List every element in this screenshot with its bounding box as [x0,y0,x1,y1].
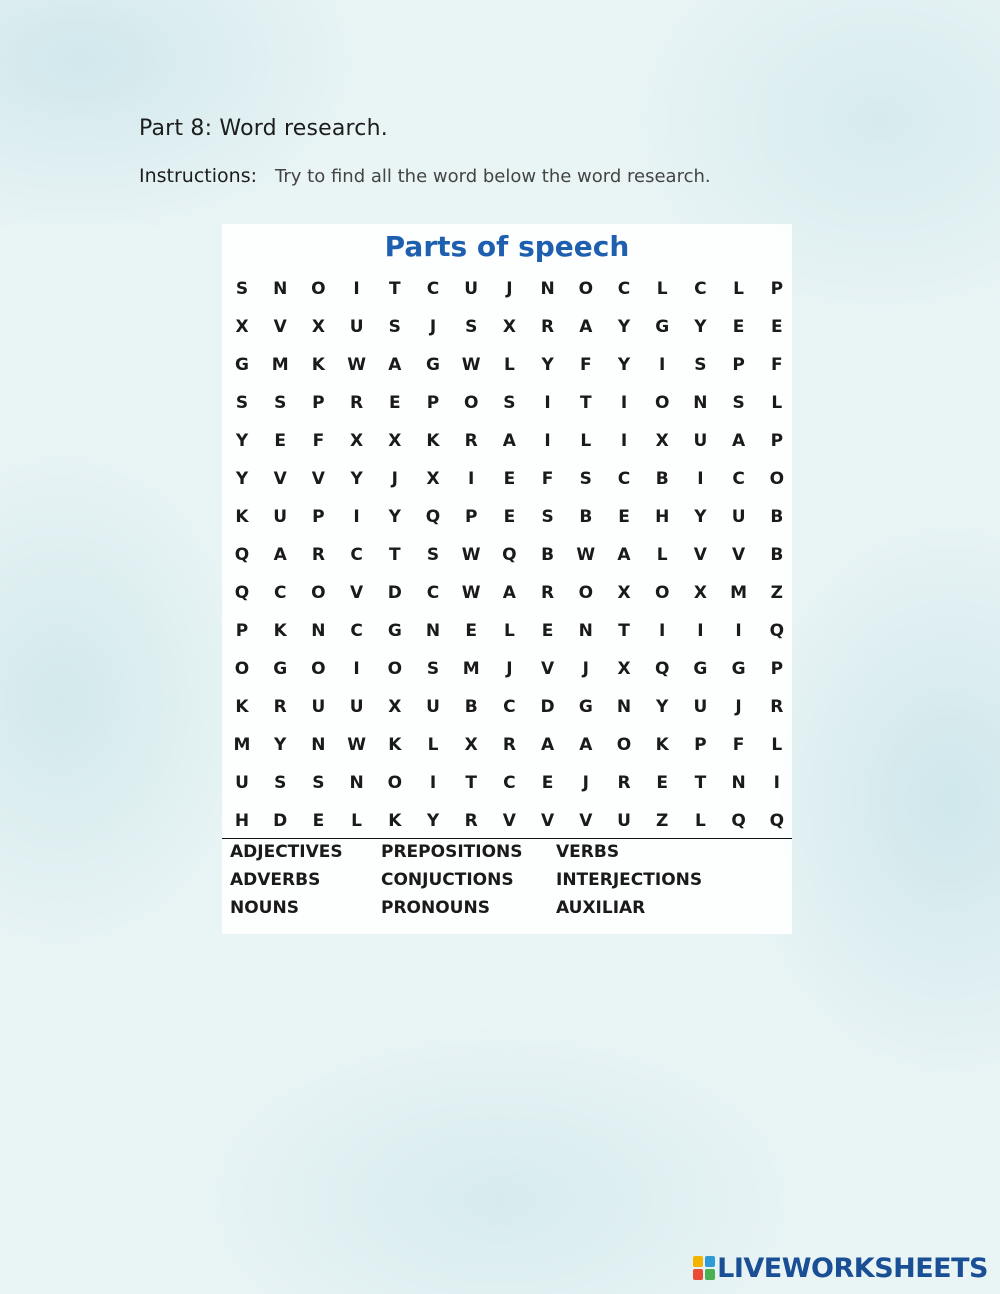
grid-letter[interactable]: J [506,659,513,679]
grid-letter[interactable]: N [731,773,746,793]
grid-letter[interactable]: M [271,355,289,375]
grid-letter[interactable]: V [693,545,707,565]
grid-letter[interactable]: V [273,317,287,337]
grid-letter[interactable]: U [464,279,479,299]
grid-row [222,346,792,384]
grid-row [222,498,792,536]
grid-letter[interactable]: E [732,317,745,337]
grid-letter[interactable]: L [351,811,363,831]
grid-letter[interactable]: X [617,659,631,679]
grid-letter[interactable]: J [391,469,398,489]
grid-letter[interactable]: E [274,431,286,451]
grid-letter[interactable]: A [388,355,402,375]
word-list-item: INTERJECTIONS [556,870,703,890]
grid-letter[interactable]: S [274,393,287,413]
grid-letter[interactable]: R [541,317,555,337]
grid-letter[interactable]: Q [234,545,250,565]
grid-letter[interactable]: G [693,659,708,679]
grid-letter[interactable]: O [769,469,785,489]
grid-letter[interactable]: S [388,317,401,337]
grid-letter[interactable]: F [579,355,592,375]
grid-letter[interactable]: V [311,469,325,489]
grid-letter[interactable]: O [234,659,250,679]
grid-letter[interactable]: I [773,773,780,793]
grid-letter[interactable]: L [694,811,706,831]
grid-row [222,422,792,460]
grid-letter[interactable]: O [654,583,670,603]
grid-letter[interactable]: O [616,735,632,755]
grid-letter[interactable]: X [388,431,402,451]
grid-letter[interactable]: U [617,811,631,831]
grid-letter[interactable]: U [235,773,249,793]
word-list-item: ADVERBS [230,870,321,890]
grid-letter[interactable]: B [770,545,784,565]
grid-letter[interactable]: T [694,773,707,793]
instructions [139,165,711,187]
word-list-item: PREPOSITIONS [381,842,523,862]
grid-letter[interactable]: U [731,507,746,527]
grid-letter[interactable]: F [541,469,554,489]
grid-letter[interactable]: Z [770,583,783,603]
word-list-item: PRONOUNS [381,898,490,918]
grid-letter[interactable]: B [655,469,669,489]
grid-letter[interactable]: C [694,279,707,299]
grid-letter[interactable]: W [347,735,366,755]
grid-letter[interactable]: E [388,393,401,413]
grid-letter[interactable]: X [235,317,249,337]
grid-letter[interactable]: N [693,393,708,413]
grid-letter[interactable]: I [697,469,704,489]
grid-row [222,726,792,764]
logo-mark-square [693,1256,703,1267]
grid-letter[interactable]: E [770,317,783,337]
grid-letter[interactable]: K [235,697,249,717]
grid-letter[interactable]: P [312,393,325,413]
grid-letter[interactable]: Y [388,507,401,527]
grid-letter[interactable]: T [579,393,592,413]
grid-letter[interactable]: R [617,773,631,793]
grid-letter[interactable]: E [656,773,668,793]
grid-letter[interactable]: Y [541,355,554,375]
grid-letter[interactable]: R [350,393,364,413]
grid-row [222,764,792,802]
logo-mark-square [705,1256,715,1267]
grid-letter[interactable]: E [618,507,630,527]
grid-letter[interactable]: A [732,431,746,451]
grid-letter[interactable]: S [426,545,440,565]
grid-letter[interactable]: F [312,431,325,451]
grid-letter[interactable]: H [234,811,250,831]
grid-letter[interactable]: J [582,773,589,793]
grid-letter[interactable]: R [464,811,478,831]
grid-letter[interactable]: E [465,621,477,641]
grid-letter[interactable]: P [464,507,478,527]
grid-letter[interactable]: O [311,279,326,299]
word-list-item: NOUNS [230,898,299,918]
grid-letter[interactable]: Y [617,355,631,375]
grid-letter[interactable]: S [541,507,554,527]
grid-letter[interactable]: O [387,773,403,793]
grid-letter[interactable]: T [465,773,477,793]
grid-letter[interactable]: C [503,697,516,717]
grid-letter[interactable]: X [655,431,669,451]
grid-letter[interactable]: J [506,279,513,299]
grid-letter[interactable]: N [578,621,593,641]
grid-letter[interactable]: P [694,735,707,755]
grid-letter[interactable]: O [578,583,594,603]
grid-letter[interactable]: R [273,697,287,717]
grid-letter[interactable]: E [541,621,554,641]
grid-letter[interactable]: D [273,811,288,831]
grid-letter[interactable]: Q [234,583,250,603]
logo-text: LIVEWORKSHEETS [717,1252,988,1284]
puzzle-title: Parts of speech [384,230,630,263]
grid-letter[interactable]: M [462,659,480,679]
grid-letter[interactable]: V [350,583,364,603]
grid-letter[interactable]: I [544,431,551,451]
word-search-puzzle [222,224,792,934]
grid-row [222,802,792,840]
grid-row [222,688,792,726]
grid-letter[interactable]: I [544,393,551,413]
logo-mark-square [693,1269,703,1280]
grid-letter[interactable]: F [732,735,745,755]
grid-letter[interactable]: X [617,583,631,603]
grid-letter[interactable]: P [770,659,784,679]
letter-grid [222,270,792,840]
grid-letter[interactable]: T [618,621,630,641]
grid-letter[interactable]: A [579,735,593,755]
grid-letter[interactable]: R [770,697,784,717]
grid-letter[interactable]: P [732,355,745,375]
grid-letter[interactable]: C [426,279,440,299]
grid-letter[interactable]: S [732,393,745,413]
grid-letter[interactable]: E [312,811,325,831]
grid-letter[interactable]: V [502,811,516,831]
grid-letter[interactable]: C [350,621,363,641]
grid-letter[interactable]: C [617,469,631,489]
grid-letter[interactable]: B [541,545,555,565]
grid-letter[interactable]: C [617,279,631,299]
grid-letter[interactable]: G [273,659,288,679]
grid-letter[interactable]: L [656,279,668,299]
grid-letter[interactable]: E [503,507,516,527]
grid-letter[interactable]: L [580,431,592,451]
grid-letter[interactable]: I [353,507,360,527]
grid-letter[interactable]: I [620,393,628,413]
grid-letter[interactable]: W [576,545,596,565]
grid-letter[interactable]: Q [731,811,746,831]
grid-letter[interactable]: R [464,431,478,451]
grid-letter[interactable]: C [426,583,440,603]
grid-letter[interactable]: G [731,659,746,679]
grid-letter[interactable]: O [578,279,594,299]
grid-letter[interactable]: Y [617,317,631,337]
grid-letter[interactable]: D [387,583,402,603]
grid-letter[interactable]: H [655,507,670,527]
grid-letter[interactable]: K [311,355,325,375]
grid-letter[interactable]: L [427,735,439,755]
grid-letter[interactable]: P [312,507,325,527]
grid-letter[interactable]: G [387,621,402,641]
grid-letter[interactable]: U [349,697,364,717]
grid-letter[interactable]: A [273,545,287,565]
grid-letter[interactable]: U [349,317,364,337]
grid-letter[interactable]: P [426,393,440,413]
grid-letter[interactable]: L [503,355,515,375]
grid-letter[interactable]: C [503,773,516,793]
grid-letter[interactable]: S [312,773,325,793]
grid-letter[interactable]: I [697,621,704,641]
grid-letter[interactable]: B [464,697,478,717]
grid-letter[interactable]: Q [502,545,517,565]
grid-letter[interactable]: Q [425,507,441,527]
grid-letter[interactable]: Q [769,621,785,641]
grid-letter[interactable]: G [655,317,670,337]
grid-letter[interactable]: X [464,735,478,755]
grid-letter[interactable]: S [235,393,249,413]
grid-letter[interactable]: W [461,583,481,603]
grid-letter[interactable]: I [429,773,437,793]
grid-letter[interactable]: I [620,431,628,451]
grid-letter[interactable]: X [388,697,402,717]
grid-row [222,384,792,422]
grid-letter[interactable]: V [579,811,593,831]
grid-letter[interactable]: N [616,697,632,717]
instructions-text: Try to find all the word below the word research. [275,166,711,187]
grid-letter[interactable]: A [502,431,516,451]
grid-letter[interactable]: S [235,279,249,299]
grid-letter[interactable]: W [461,545,481,565]
grid-letter[interactable]: V [273,469,287,489]
grid-letter[interactable]: I [353,659,360,679]
grid-letter[interactable]: L [771,393,783,413]
grid-letter[interactable]: A [502,583,516,603]
grid-letter[interactable]: B [579,507,593,527]
grid-letter[interactable]: V [732,545,746,565]
grid-letter[interactable]: X [426,469,440,489]
grid-letter[interactable]: N [425,621,441,641]
grid-letter[interactable]: I [735,621,742,641]
grid-letter[interactable]: A [541,735,555,755]
grid-letter[interactable]: U [693,697,708,717]
grid-letter[interactable]: E [541,773,554,793]
grid-letter[interactable]: G [426,355,440,375]
logo-mark-square [705,1269,715,1280]
grid-letter[interactable]: G [578,697,593,717]
grid-letter[interactable]: J [429,317,437,337]
grid-letter[interactable]: L [503,621,515,641]
grid-letter[interactable]: E [503,469,516,489]
grid-letter[interactable]: P [770,431,784,451]
liveworksheets-logo [693,1252,988,1284]
grid-row [222,460,792,498]
grid-row [222,574,792,612]
word-list-item: CONJUCTIONS [381,870,514,890]
grid-letter[interactable]: R [541,583,555,603]
grid-letter[interactable]: U [426,697,440,717]
grid-letter[interactable]: Y [350,469,363,489]
word-list-item: AUXILIAR [556,898,646,918]
word-list-item: ADJECTIVES [230,842,343,862]
grid-letter[interactable]: R [311,545,325,565]
grid-letter[interactable]: S [274,773,287,793]
grid-letter[interactable]: P [770,279,784,299]
grid-letter[interactable]: Y [274,735,287,755]
grid-letter[interactable]: Y [694,507,707,527]
grid-letter[interactable]: Y [235,469,249,489]
grid-letter[interactable]: I [353,279,360,299]
grid-letter[interactable]: T [388,545,401,565]
grid-letter[interactable]: B [770,507,784,527]
grid-letter[interactable]: C [273,583,287,603]
grid-letter[interactable]: N [311,735,326,755]
grid-letter[interactable]: I [659,355,666,375]
grid-letter[interactable]: N [349,773,364,793]
grid-letter[interactable]: U [693,431,708,451]
grid-letter[interactable]: I [659,621,666,641]
grid-letter[interactable]: A [617,545,631,565]
divider [222,838,792,839]
grid-letter[interactable]: O [463,393,479,413]
grid-letter[interactable]: P [235,621,249,641]
grid-letter[interactable]: W [347,355,366,375]
grid-letter[interactable]: U [273,507,288,527]
grid-letter[interactable]: L [733,279,745,299]
instructions-label: Instructions: [139,165,257,187]
grid-letter[interactable]: O [311,583,326,603]
grid-row [222,536,792,574]
grid-letter[interactable]: F [770,355,783,375]
grid-letter[interactable]: K [273,621,287,641]
word-list-item: VERBS [556,842,620,862]
grid-letter[interactable]: J [582,659,589,679]
grid-letter[interactable]: S [579,469,592,489]
grid-letter[interactable]: V [541,811,555,831]
grid-letter[interactable]: K [388,735,402,755]
grid-letter[interactable]: S [465,317,478,337]
grid-letter[interactable]: N [311,621,326,641]
grid-letter[interactable]: X [350,431,364,451]
grid-letter[interactable]: A [579,317,593,337]
grid-letter[interactable]: S [694,355,707,375]
grid-letter[interactable]: Y [235,431,249,451]
grid-letter[interactable]: D [540,697,555,717]
grid-letter[interactable]: Y [426,811,440,831]
grid-letter[interactable]: R [502,735,516,755]
grid-letter[interactable]: Q [654,659,670,679]
grid-letter[interactable]: G [235,355,249,375]
grid-letter[interactable]: X [693,583,707,603]
grid-row [222,308,792,346]
grid-letter[interactable]: J [735,697,742,717]
grid-letter[interactable]: O [387,659,403,679]
grid-letter[interactable]: K [655,735,669,755]
grid-letter[interactable]: C [350,545,363,565]
grid-letter[interactable]: L [771,735,783,755]
grid-row [222,270,792,308]
grid-letter[interactable]: M [233,735,251,755]
grid-letter[interactable]: K [426,431,440,451]
part-title: Part 8: Word research. [139,116,388,141]
grid-letter[interactable]: S [503,393,516,413]
grid-letter[interactable]: S [426,659,440,679]
grid-letter[interactable]: L [656,545,668,565]
grid-letter[interactable]: N [540,279,555,299]
grid-letter[interactable]: K [235,507,249,527]
grid-letter[interactable]: O [654,393,670,413]
grid-letter[interactable]: Y [694,317,707,337]
grid-letter[interactable]: X [502,317,516,337]
grid-letter[interactable]: Y [656,697,669,717]
grid-letter[interactable]: T [388,279,401,299]
grid-letter[interactable]: I [468,469,475,489]
grid-row [222,612,792,650]
grid-letter[interactable]: Z [656,811,669,831]
grid-letter[interactable]: C [732,469,745,489]
grid-letter[interactable]: N [273,279,288,299]
grid-letter[interactable]: X [311,317,325,337]
grid-letter[interactable]: M [730,583,748,603]
logo-mark-icon [693,1256,715,1280]
grid-letter[interactable]: Q [769,811,785,831]
grid-letter[interactable]: U [311,697,326,717]
grid-letter[interactable]: O [311,659,326,679]
grid-letter[interactable]: K [388,811,402,831]
grid-row [222,650,792,688]
grid-letter[interactable]: W [461,355,481,375]
grid-letter[interactable]: V [541,659,555,679]
